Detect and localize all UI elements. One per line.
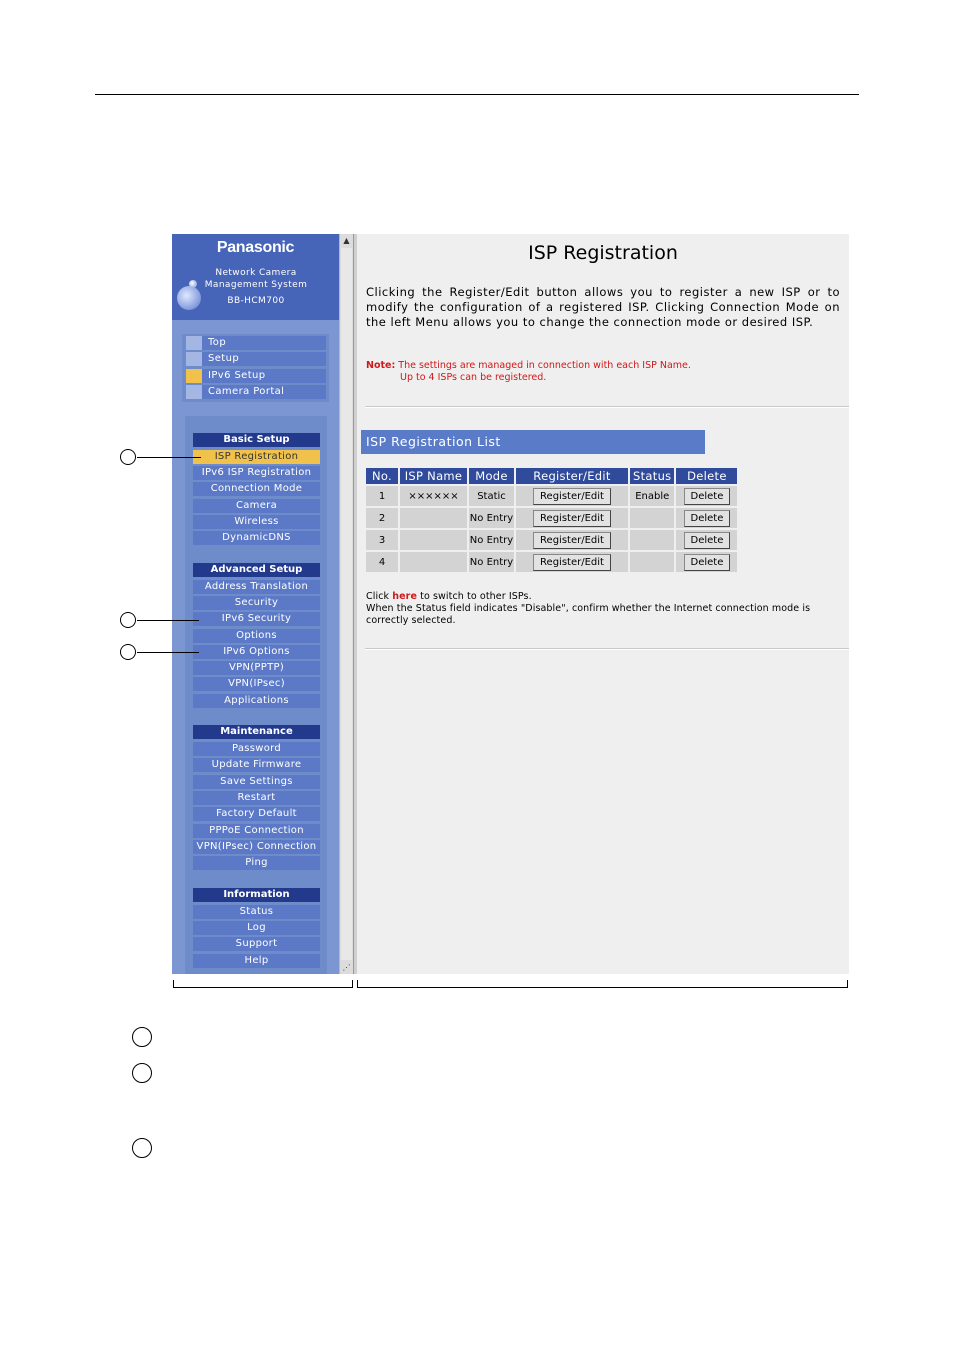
note-line-1: The settings are managed in connection with each ISP Name. [398,360,691,371]
divider-top [365,406,849,408]
cell-status [630,508,674,528]
top-rule [95,94,859,95]
callout-marker-2 [120,612,136,628]
menu-ipv6-options[interactable]: IPv6 Options [193,645,320,659]
table-row [366,552,737,572]
footer-rest: to switch to other ISPs. [420,591,532,602]
isp-table [364,466,739,574]
menu-pppoe-connection[interactable]: PPPoE Connection [193,824,320,838]
scroll-up-arrow-icon[interactable]: ▲ [343,236,350,245]
menu-status[interactable]: Status [193,905,320,919]
note-label: Note: [366,360,396,371]
main-menu [182,334,329,402]
menu-isp-registration[interactable]: ISP Registration [193,450,320,464]
menu-vpn-ipsec-connection[interactable]: VPN(IPsec) Connection [193,840,320,854]
col-register-edit: Register/Edit [516,468,628,484]
delete-button[interactable]: Delete [684,510,731,527]
cell-mode: No Entry [469,552,514,572]
menu-save-settings[interactable]: Save Settings [193,775,320,789]
nav-header [172,234,339,320]
table-row [366,530,737,550]
cell-status [630,552,674,572]
legend-marker-1 [132,1027,152,1047]
sub-menu-panel [185,416,327,974]
cell-isp-name [400,552,467,572]
menu-ipv6-security[interactable]: IPv6 Security [193,612,320,626]
callout-leader-2 [137,620,199,621]
section-basic-setup: Basic Setup [193,433,320,447]
cell-isp-name [400,508,467,528]
menu-setup[interactable]: Setup [186,352,326,366]
menu-help[interactable]: Help [193,954,320,968]
cell-mode: Static [469,486,514,506]
legend-marker-2 [132,1063,152,1083]
menu-camera[interactable]: Camera [193,499,320,513]
menu-connection-mode[interactable]: Connection Mode [193,482,320,496]
cell-no: 1 [366,486,398,506]
menu-ping[interactable]: Ping [193,856,320,870]
menu-support[interactable]: Support [193,937,320,951]
register-edit-button[interactable]: Register/Edit [533,554,611,571]
page-description: Clicking the Register/Edit button allows you to register a new ISP or to modify the configuration of a registered ISP. Clicking Connection Mode on the left Menu allows you to change the connection mode or desired ISP. [366,285,840,329]
cell-status: Enable [630,486,674,506]
scroll-resize-grip-icon[interactable]: ⋰ [342,963,351,972]
cell-no: 2 [366,508,398,528]
menu-applications[interactable]: Applications [193,694,320,708]
legend-marker-3 [132,1138,152,1158]
nav-subtitle-2: Management System [204,280,308,290]
menu-vpn-ipsec[interactable]: VPN(IPsec) [193,677,320,691]
register-edit-button[interactable]: Register/Edit [533,532,611,549]
delete-button[interactable]: Delete [684,488,731,505]
col-no: No. [366,468,398,484]
cell-isp-name: ×××××× [400,486,467,506]
col-delete: Delete [676,468,737,484]
nav-subtitle-1: Network Camera [215,268,297,278]
footer-text [366,591,846,627]
callout-marker-3 [120,644,136,660]
cell-mode: No Entry [469,530,514,550]
menu-vpn-pptp[interactable]: VPN(PPTP) [193,661,320,675]
menu-camera-portal[interactable]: Camera Portal [186,385,326,399]
table-row [366,508,737,528]
divider-bottom [365,648,849,650]
delete-button[interactable]: Delete [684,532,731,549]
menu-log[interactable]: Log [193,921,320,935]
cell-no: 4 [366,552,398,572]
screenshot-frame [172,234,849,974]
register-edit-button[interactable]: Register/Edit [533,510,611,527]
scroll-track[interactable] [341,248,352,960]
callout-leader-3 [137,652,199,653]
menu-restart[interactable]: Restart [193,791,320,805]
menu-dynamicdns[interactable]: DynamicDNS [193,531,320,545]
menu-wireless[interactable]: Wireless [193,515,320,529]
cell-status [630,530,674,550]
table-header-row [366,468,737,484]
col-isp-name: ISP Name [400,468,467,484]
note-block [366,360,691,384]
footer-click: Click [366,591,390,602]
cell-isp-name [400,530,467,550]
section-advanced-setup: Advanced Setup [193,563,320,577]
menu-top[interactable]: Top [186,336,326,350]
menu-ipv6-isp-registration[interactable]: IPv6 ISP Registration [193,466,320,480]
here-link[interactable]: here [392,591,418,602]
bubble-icon [177,286,201,310]
note-line-2: Up to 4 ISPs can be registered. [400,372,547,383]
footer-line-2: When the Status field indicates "Disable", confirm whether the Internet connection mode is correctly selected. [366,603,811,626]
list-title-bar: ISP Registration List [361,430,705,454]
register-edit-button[interactable]: Register/Edit [533,488,611,505]
menu-address-translation[interactable]: Address Translation [193,580,320,594]
nav-scrollbar[interactable] [339,234,353,974]
page-title: ISP Registration [528,242,678,264]
table-row [366,486,737,506]
menu-password[interactable]: Password [193,742,320,756]
callout-marker-1 [120,449,136,465]
col-mode: Mode [469,468,514,484]
left-nav [172,234,339,974]
nav-model: BB-HCM700 [227,296,285,306]
callout-leader-1 [137,457,201,458]
section-information: Information [193,888,320,902]
nav-bracket [173,980,353,988]
menu-ipv6-setup[interactable]: IPv6 Setup [186,369,326,383]
col-status: Status [630,468,674,484]
cell-mode: No Entry [469,508,514,528]
menu-security[interactable]: Security [193,596,320,610]
main-content [357,234,849,974]
content-bracket [357,980,848,988]
delete-button[interactable]: Delete [684,554,731,571]
brand-logo: Panasonic [216,239,295,256]
cell-no: 3 [366,530,398,550]
section-maintenance: Maintenance [193,725,320,739]
menu-factory-default[interactable]: Factory Default [193,807,320,821]
menu-options[interactable]: Options [193,629,320,643]
menu-update-firmware[interactable]: Update Firmware [193,758,320,772]
bubble-icon-small [189,280,197,288]
